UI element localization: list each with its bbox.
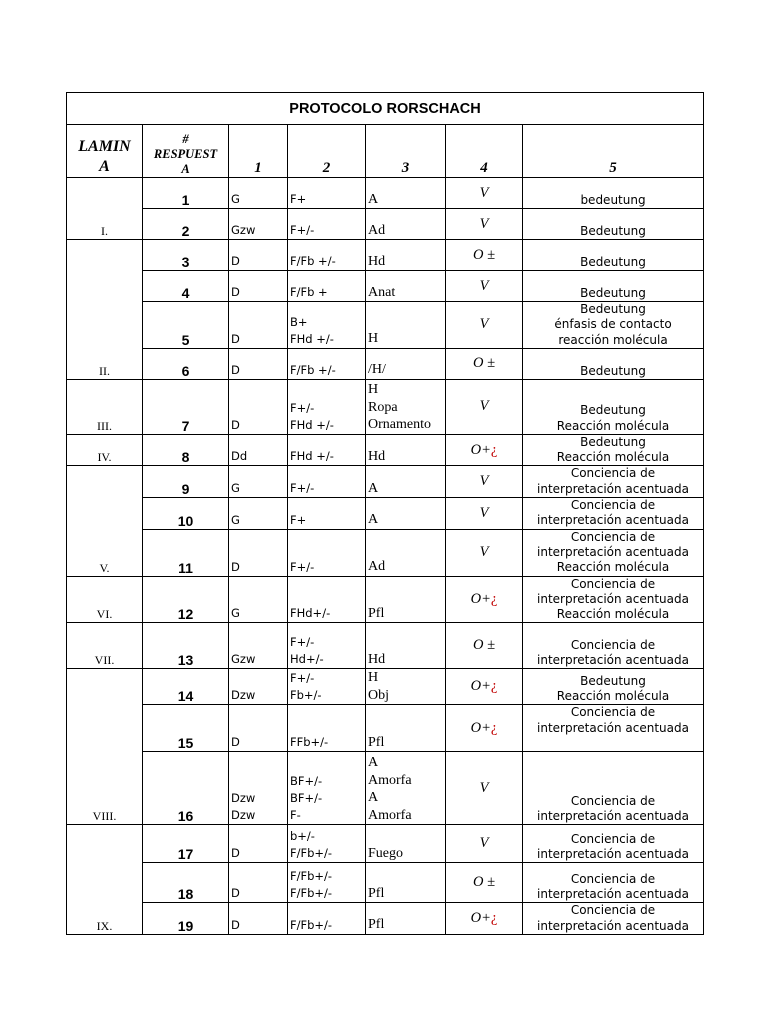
inverted-question-mark: ¿ — [490, 441, 498, 458]
content-code: Fuego — [366, 825, 446, 863]
form-quality-cell — [446, 529, 523, 576]
header-col-3: 3 — [366, 125, 446, 178]
response-number: 9 — [143, 466, 229, 498]
phenomena-cell: bedeutung — [523, 178, 704, 209]
table-row — [67, 825, 704, 863]
table-row — [67, 434, 704, 466]
table-row — [67, 178, 704, 209]
location-code: G — [229, 498, 288, 530]
determinant-code: B+ FHd +/- — [288, 302, 366, 349]
phenomena-cell: Bedeutung énfasis de contacto reacción molécula — [523, 302, 704, 349]
form-quality-cell — [446, 623, 523, 669]
phenomena-cell: Conciencia de interpretación acentuada — [523, 705, 704, 752]
inverted-question-mark: ¿ — [490, 591, 498, 607]
form-quality-code: V — [479, 779, 489, 796]
inverted-question-mark: ¿ — [490, 678, 498, 695]
header-col-4: 4 — [446, 125, 523, 178]
determinant-code: F+/- — [288, 466, 366, 498]
content-code: A Amorfa A Amorfa — [366, 752, 446, 825]
determinant-code: F+/- FHd +/- — [288, 379, 366, 434]
phenomena-cell: Bedeutung — [523, 271, 704, 302]
form-quality-code: O+ — [470, 678, 491, 695]
determinant-code: F+/- — [288, 529, 366, 576]
table-row — [67, 752, 704, 825]
form-quality-cell — [446, 271, 523, 302]
determinant-code: F/Fb+/- — [288, 903, 366, 935]
content-code: H — [366, 302, 446, 349]
phenomena-cell: Conciencia de interpretación acentuada — [523, 863, 704, 903]
content-code: Hd — [366, 623, 446, 669]
rorschach-protocol-table — [66, 92, 704, 935]
response-number: 12 — [143, 576, 229, 623]
table-row — [67, 705, 704, 752]
content-code: /H/ — [366, 348, 446, 379]
form-quality-code: O+ — [470, 719, 491, 736]
content-code: H Obj — [366, 669, 446, 705]
determinant-code: F/Fb+/- F/Fb+/- — [288, 863, 366, 903]
content-code: Anat — [366, 271, 446, 302]
form-quality-code: V — [479, 215, 489, 232]
content-code: A — [366, 178, 446, 209]
phenomena-cell: Bedeutung — [523, 209, 704, 240]
response-number: 7 — [143, 379, 229, 434]
table-title: PROTOCOLO RORSCHACH — [67, 93, 704, 125]
lamina-cell: II. — [67, 240, 143, 380]
determinant-code: F+/- — [288, 209, 366, 240]
form-quality-code: V — [479, 544, 489, 561]
response-number: 18 — [143, 863, 229, 903]
header-lamina: LAMIN A — [67, 125, 143, 178]
phenomena-cell: Conciencia de interpretación acentuada — [523, 752, 704, 825]
header-col-5: 5 — [523, 125, 704, 178]
content-code: Hd — [366, 434, 446, 466]
location-code: Dzw Dzw — [229, 752, 288, 825]
response-number: 19 — [143, 903, 229, 935]
location-code: Gzw — [229, 209, 288, 240]
determinant-code: F+ — [288, 178, 366, 209]
location-code: D — [229, 379, 288, 434]
table-row — [67, 903, 704, 935]
location-code: Dzw — [229, 669, 288, 705]
location-code: D — [229, 825, 288, 863]
determinant-code: BF+/- BF+/- F- — [288, 752, 366, 825]
response-number: 5 — [143, 302, 229, 349]
determinant-code: FFb+/- — [288, 705, 366, 752]
location-code: D — [229, 302, 288, 349]
inverted-question-mark: ¿ — [490, 719, 498, 736]
form-quality-cell — [446, 209, 523, 240]
content-code: A — [366, 466, 446, 498]
location-code: D — [229, 863, 288, 903]
table-row — [67, 466, 704, 498]
table-row — [67, 240, 704, 271]
form-quality-cell — [446, 903, 523, 935]
phenomena-cell: Conciencia de interpretación acentuada — [523, 623, 704, 669]
table-row — [67, 302, 704, 349]
header-respuesta: # RESPUEST A — [143, 125, 229, 178]
form-quality-cell — [446, 240, 523, 271]
lamina-cell: V. — [67, 466, 143, 576]
phenomena-cell: Conciencia de interpretación acentuada — [523, 903, 704, 935]
location-code: Dd — [229, 434, 288, 466]
determinant-code: F+/- Fb+/- — [288, 669, 366, 705]
table-row — [67, 209, 704, 240]
response-number: 10 — [143, 498, 229, 530]
determinant-code: b+/- F/Fb+/- — [288, 825, 366, 863]
form-quality-cell — [446, 348, 523, 379]
determinant-code: FHd +/- — [288, 434, 366, 466]
determinant-code: F/Fb + — [288, 271, 366, 302]
location-code: D — [229, 903, 288, 935]
phenomena-cell: Bedeutung — [523, 240, 704, 271]
form-quality-cell — [446, 498, 523, 530]
phenomena-cell: Bedeutung Reacción molécula — [523, 669, 704, 705]
form-quality-code: V — [479, 277, 489, 294]
location-code: D — [229, 529, 288, 576]
response-number: 8 — [143, 434, 229, 466]
form-quality-code: O+ — [470, 441, 491, 458]
form-quality-cell — [446, 576, 523, 623]
form-quality-code: O ± — [472, 637, 496, 654]
form-quality-cell — [446, 752, 523, 825]
table-row — [67, 863, 704, 903]
table-row — [67, 348, 704, 379]
response-number: 16 — [143, 752, 229, 825]
form-quality-cell — [446, 669, 523, 705]
form-quality-code: V — [479, 835, 489, 852]
lamina-cell: VI. — [67, 576, 143, 623]
location-code: Gzw — [229, 623, 288, 669]
location-code: G — [229, 178, 288, 209]
determinant-code: FHd+/- — [288, 576, 366, 623]
form-quality-cell — [446, 825, 523, 863]
determinant-code: F+ — [288, 498, 366, 530]
phenomena-cell: Conciencia de interpretación acentuada — [523, 498, 704, 530]
content-code: Hd — [366, 240, 446, 271]
location-code: D — [229, 271, 288, 302]
inverted-question-mark: ¿ — [490, 910, 498, 927]
form-quality-code: O+ — [470, 591, 491, 607]
form-quality-cell — [446, 302, 523, 349]
response-number: 1 — [143, 178, 229, 209]
form-quality-cell — [446, 863, 523, 903]
table-row — [67, 379, 704, 434]
response-number: 2 — [143, 209, 229, 240]
header-col-1: 1 — [229, 125, 288, 178]
form-quality-code: O ± — [472, 355, 496, 372]
content-code: A — [366, 498, 446, 530]
form-quality-code: V — [479, 184, 489, 201]
response-number: 14 — [143, 669, 229, 705]
lamina-cell: IV. — [67, 434, 143, 466]
form-quality-code: V — [479, 316, 489, 333]
table-row — [67, 623, 704, 669]
determinant-code: F/Fb +/- — [288, 348, 366, 379]
phenomena-cell: Conciencia de interpretación acentuada — [523, 825, 704, 863]
header-col-2: 2 — [288, 125, 366, 178]
response-number: 15 — [143, 705, 229, 752]
response-number: 13 — [143, 623, 229, 669]
phenomena-cell: Conciencia de interpretación acentuada Reacción molécula — [523, 529, 704, 576]
form-quality-code: O ± — [472, 874, 496, 891]
phenomena-cell: Bedeutung Reacción molécula — [523, 434, 704, 466]
form-quality-cell — [446, 178, 523, 209]
lamina-cell: IX. — [67, 825, 143, 935]
location-code: G — [229, 576, 288, 623]
phenomena-cell: Bedeutung Reacción molécula — [523, 379, 704, 434]
table-row — [67, 271, 704, 302]
form-quality-code: O+ — [470, 910, 491, 927]
response-number: 17 — [143, 825, 229, 863]
location-code: G — [229, 466, 288, 498]
table-row — [67, 529, 704, 576]
content-code: H Ropa Ornamento — [366, 379, 446, 434]
form-quality-code: V — [479, 473, 489, 490]
lamina-cell: VII. — [67, 623, 143, 669]
location-code: D — [229, 240, 288, 271]
phenomena-cell: Conciencia de interpretación acentuada — [523, 466, 704, 498]
form-quality-cell — [446, 466, 523, 498]
form-quality-cell — [446, 705, 523, 752]
phenomena-cell: Bedeutung — [523, 348, 704, 379]
form-quality-cell — [446, 434, 523, 466]
determinant-code: F+/- Hd+/- — [288, 623, 366, 669]
content-code: Pfl — [366, 705, 446, 752]
form-quality-code: V — [479, 504, 489, 521]
table-row — [67, 576, 704, 623]
form-quality-code: V — [479, 398, 489, 415]
form-quality-cell — [446, 379, 523, 434]
lamina-cell: VIII. — [67, 669, 143, 825]
phenomena-cell: Conciencia de interpretación acentuada Reacción molécula — [523, 576, 704, 623]
response-number: 3 — [143, 240, 229, 271]
location-code: D — [229, 348, 288, 379]
form-quality-code: O ± — [472, 246, 496, 263]
content-code: Pfl — [366, 903, 446, 935]
lamina-cell: I. — [67, 178, 143, 240]
content-code: Pfl — [366, 863, 446, 903]
content-code: Ad — [366, 209, 446, 240]
header-row — [67, 125, 704, 178]
determinant-code: F/Fb +/- — [288, 240, 366, 271]
location-code: D — [229, 705, 288, 752]
content-code: Pfl — [366, 576, 446, 623]
lamina-cell: III. — [67, 379, 143, 434]
response-number: 6 — [143, 348, 229, 379]
content-code: Ad — [366, 529, 446, 576]
response-number: 11 — [143, 529, 229, 576]
table-row — [67, 669, 704, 705]
table-row — [67, 498, 704, 530]
response-number: 4 — [143, 271, 229, 302]
